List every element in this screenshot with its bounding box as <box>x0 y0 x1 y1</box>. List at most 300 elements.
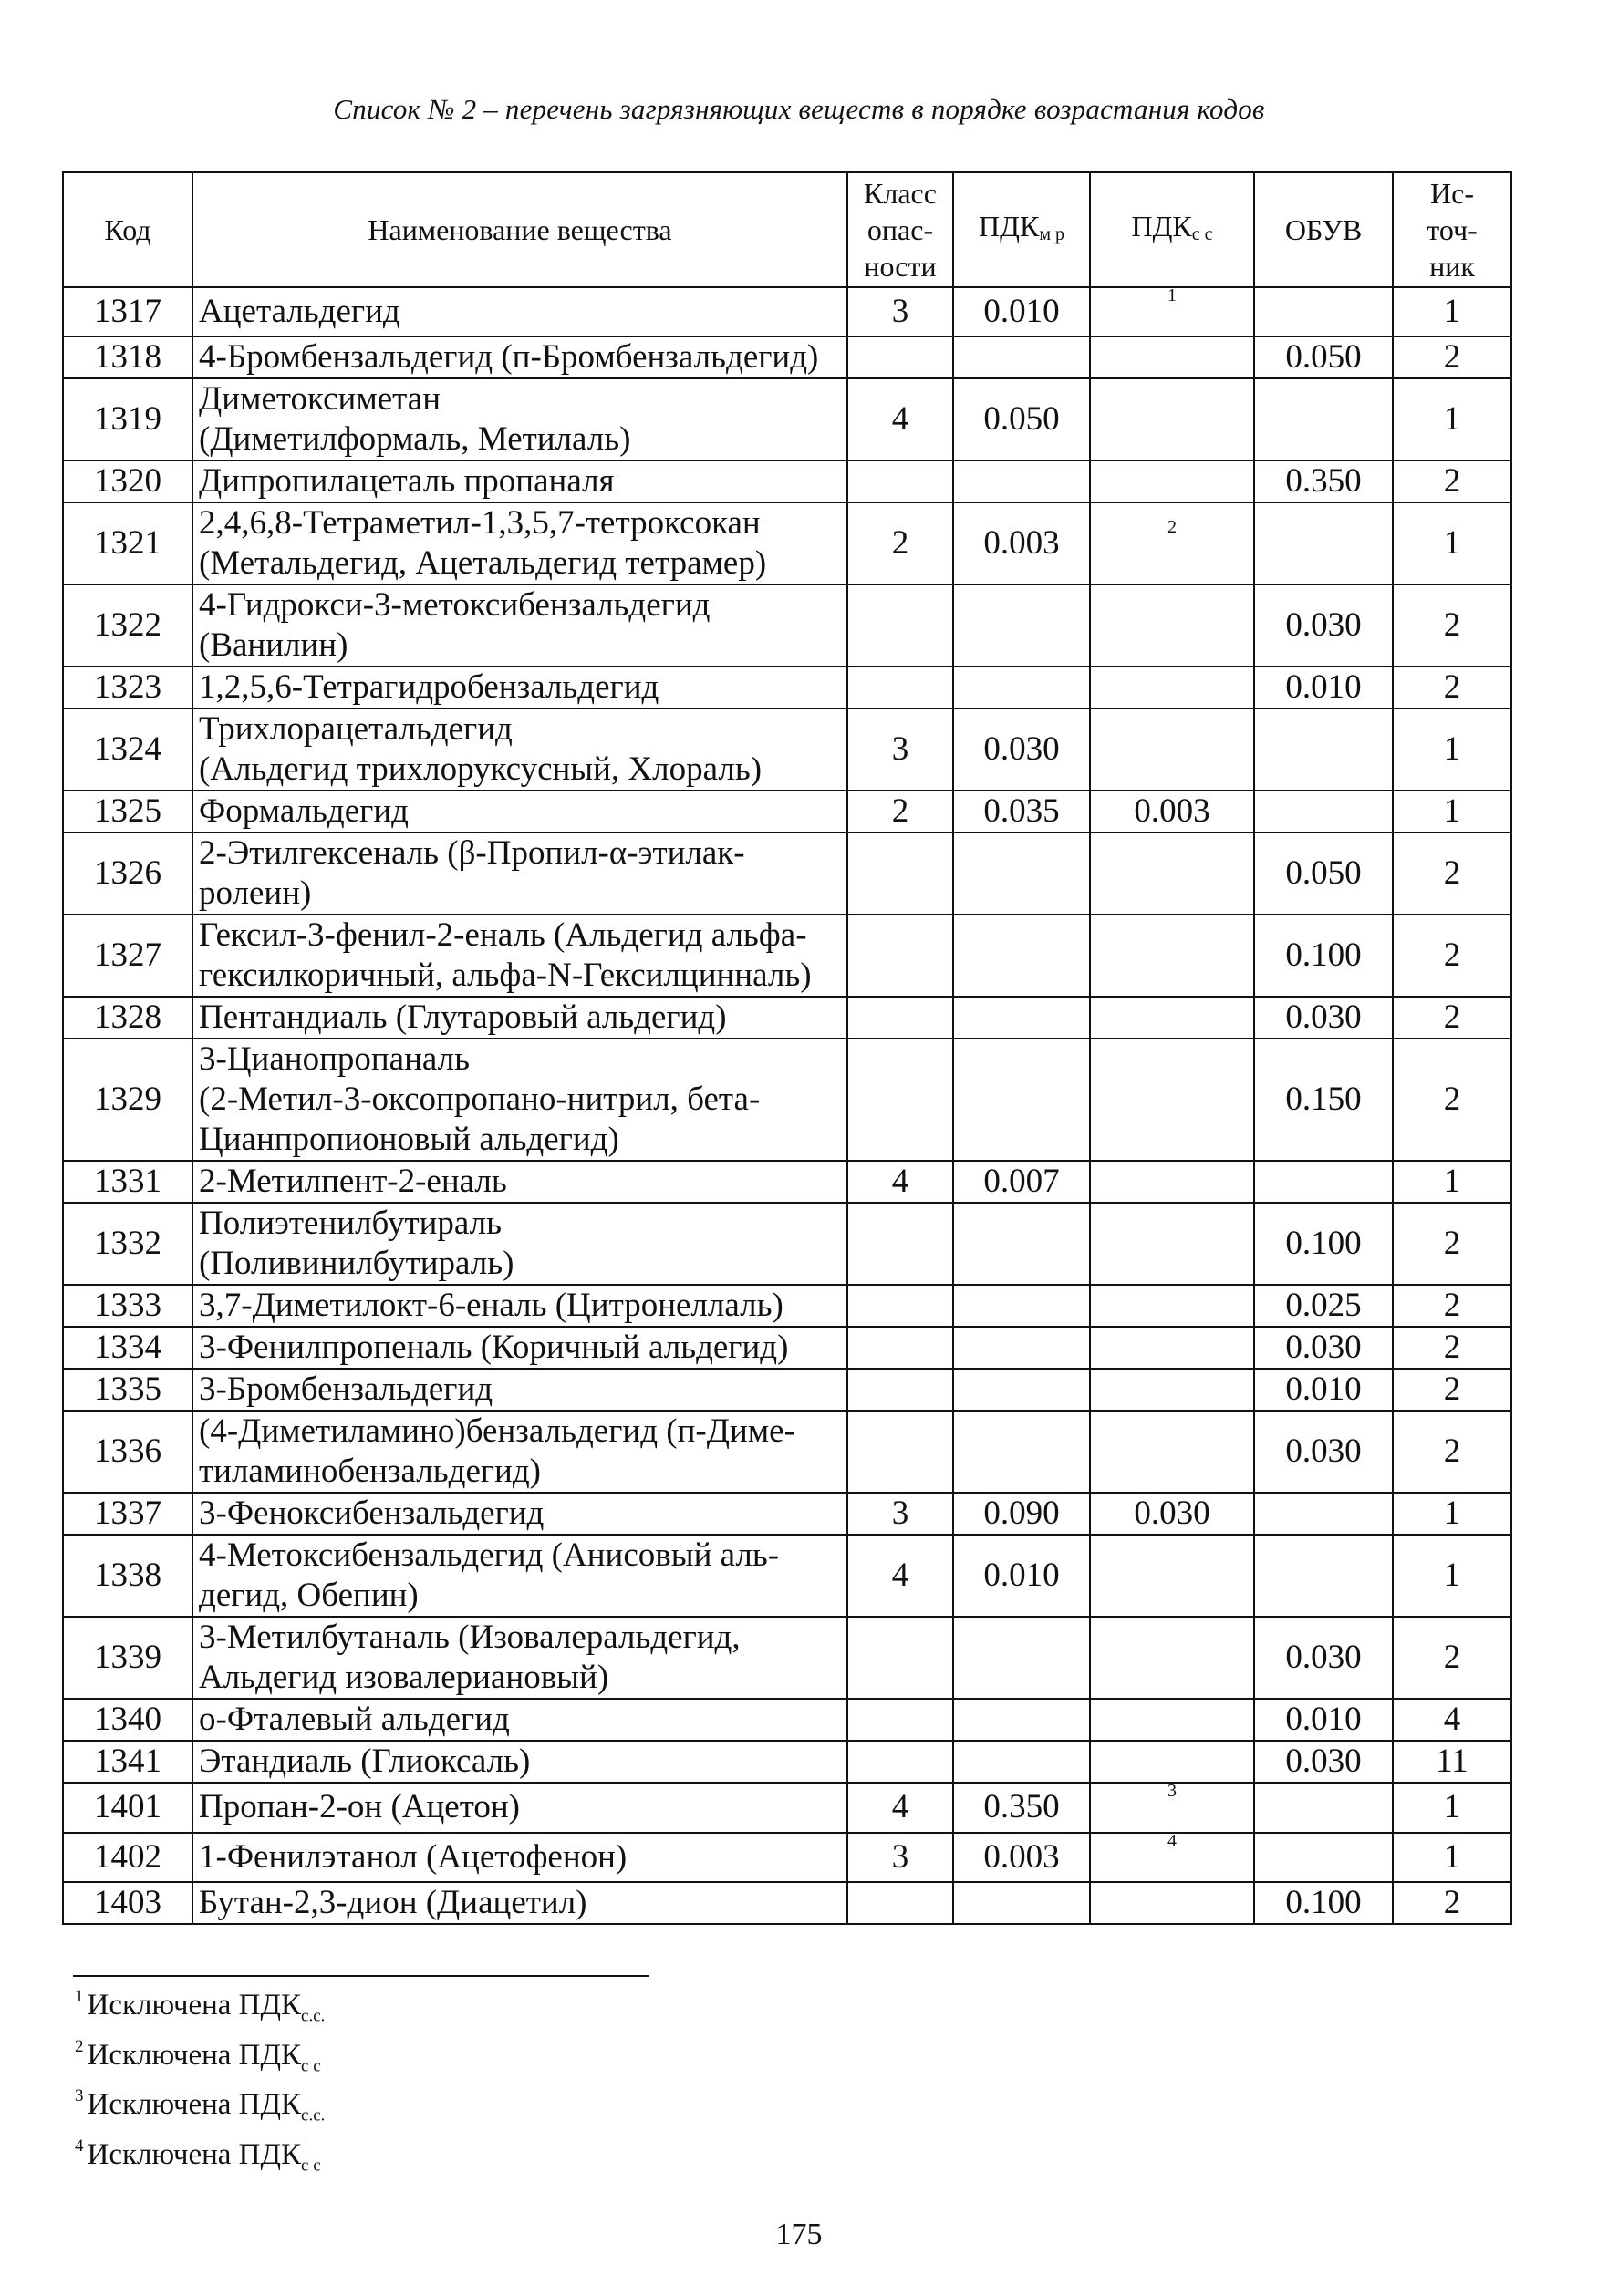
cell-pdk-ss <box>1090 1783 1254 1832</box>
table-row <box>63 460 1511 502</box>
table-row <box>63 1882 1511 1924</box>
page-number: 175 <box>775 2218 823 2251</box>
cell-code: 1327 <box>63 915 192 997</box>
cell-pdk-mr <box>953 1882 1090 1924</box>
cell-pdk-mr <box>953 997 1090 1039</box>
substance-name-line: Ацетальдегид <box>199 293 400 331</box>
cell-pdk-ss <box>1090 708 1254 791</box>
cell-obuv <box>1254 708 1393 791</box>
substance-name-line: Дипропилацеталь пропаналя <box>199 462 615 501</box>
cell-source: 1 <box>1393 708 1511 791</box>
table-row <box>63 1493 1511 1535</box>
cell-source: 1 <box>1393 1161 1511 1203</box>
table-row <box>63 1203 1511 1285</box>
cell-class <box>847 1039 953 1161</box>
cell-obuv <box>1254 502 1393 584</box>
table-row <box>63 915 1511 997</box>
header-name: Наименование вещества <box>192 172 847 287</box>
cell-code: 1337 <box>63 1493 192 1535</box>
cell-pdk-ss <box>1090 667 1254 708</box>
cell-pdk-mr: 0.010 <box>953 1535 1090 1617</box>
cell-obuv: 0.100 <box>1254 915 1393 997</box>
cell-pdk-mr <box>953 1411 1090 1493</box>
cell-pdk-ss <box>1090 1411 1254 1493</box>
substance-name-line: Этандиаль (Глиоксаль) <box>199 1743 531 1781</box>
cell-pdk-ss <box>1090 336 1254 378</box>
substance-name-line: Пропан-2-он (Ацетон) <box>199 1788 521 1826</box>
cell-pdk-mr <box>953 1699 1090 1741</box>
table-row <box>63 336 1511 378</box>
cell-pdk-ss <box>1090 287 1254 336</box>
cell-code: 1326 <box>63 833 192 915</box>
cell-name <box>192 1369 847 1411</box>
substance-name-line: (2-Метил-3-оксопропано-нитрил, бета- <box>199 1081 761 1119</box>
table-row <box>63 791 1511 833</box>
substance-name-line: (4-Диметиламино)бензальдегид (п-Диме- <box>199 1412 795 1451</box>
cell-code: 1403 <box>63 1882 192 1924</box>
cell-name <box>192 336 847 378</box>
cell-pdk-mr: 0.010 <box>953 287 1090 336</box>
substance-name-line: 3-Фенилпропеналь (Коричный альдегид) <box>199 1329 789 1367</box>
cell-pdk-mr <box>953 1741 1090 1783</box>
cell-source: 2 <box>1393 1617 1511 1699</box>
cell-class <box>847 1203 953 1285</box>
cell-pdk-mr <box>953 915 1090 997</box>
cell-name <box>192 1882 847 1924</box>
substance-name-line: 3-Цианопропаналь <box>199 1040 470 1079</box>
footnote-text: Исключена ПДК <box>87 2137 302 2171</box>
cell-obuv: 0.100 <box>1254 1203 1393 1285</box>
substance-name-line: (Поливинилбутираль) <box>199 1245 514 1283</box>
substance-name-line: 3-Бромбензальдегид <box>199 1370 493 1409</box>
table-row <box>63 378 1511 460</box>
header-source-line: ник <box>1429 250 1475 283</box>
cell-pdk-mr: 0.003 <box>953 502 1090 584</box>
cell-name <box>192 1833 847 1882</box>
table-row <box>63 1161 1511 1203</box>
footnote-sub: с.с. <box>301 2006 326 2026</box>
cell-obuv: 0.010 <box>1254 667 1393 708</box>
footnote <box>75 2036 325 2086</box>
table-body <box>63 287 1511 1924</box>
cell-source: 2 <box>1393 1411 1511 1493</box>
cell-pdk-ss <box>1090 1699 1254 1741</box>
cell-pdk-ss <box>1090 1741 1254 1783</box>
cell-obuv <box>1254 791 1393 833</box>
cell-code: 1317 <box>63 287 192 336</box>
substance-name-line: 4-Бромбензальдегид (п-Бромбензальдегид) <box>199 338 819 377</box>
substance-name-line: ролеин) <box>199 874 312 913</box>
cell-class <box>847 833 953 915</box>
cell-source: 2 <box>1393 1039 1511 1161</box>
cell-name <box>192 1203 847 1285</box>
cell-pdk-ss <box>1090 1830 1254 1882</box>
cell-obuv: 0.030 <box>1254 997 1393 1039</box>
cell-class <box>847 1411 953 1493</box>
table-row <box>63 1741 1511 1783</box>
cell-pdk-ss <box>1090 1617 1254 1699</box>
cell-name <box>192 1039 847 1161</box>
footnote-mark: 3 <box>75 2086 84 2106</box>
footnote-text: Исключена ПДК <box>87 2038 302 2072</box>
footnote-rule <box>73 1975 649 1977</box>
cell-name <box>192 1783 847 1832</box>
cell-source: 1 <box>1393 502 1511 584</box>
cell-name <box>192 915 847 997</box>
cell-obuv: 0.010 <box>1254 1369 1393 1411</box>
cell-class: 4 <box>847 1783 953 1832</box>
cell-source: 2 <box>1393 997 1511 1039</box>
table-row <box>63 1617 1511 1699</box>
cell-name <box>192 502 847 584</box>
table-row <box>63 708 1511 791</box>
cell-obuv <box>1254 1161 1393 1203</box>
cell-pdk-mr <box>953 1039 1090 1161</box>
table-row <box>63 667 1511 708</box>
cell-obuv <box>1254 1493 1393 1535</box>
cell-source: 2 <box>1393 667 1511 708</box>
footnote <box>75 1986 325 2036</box>
cell-obuv: 0.030 <box>1254 1617 1393 1699</box>
cell-code: 1329 <box>63 1039 192 1161</box>
cell-pdk-mr <box>953 584 1090 667</box>
cell-source: 2 <box>1393 1327 1511 1369</box>
cell-pdk-ss <box>1090 1493 1254 1535</box>
table-header-row <box>63 172 1511 287</box>
cell-pdk-mr <box>953 460 1090 502</box>
cell-pdk-mr: 0.050 <box>953 378 1090 460</box>
pdk-ss-value: 0.003 <box>1134 792 1210 831</box>
cell-pdk-ss <box>1090 1203 1254 1285</box>
cell-obuv <box>1254 1783 1393 1832</box>
cell-class <box>847 1882 953 1924</box>
cell-class: 4 <box>847 378 953 460</box>
cell-pdk-mr <box>953 833 1090 915</box>
substance-name-line: Цианпропионовый альдегид) <box>199 1121 619 1159</box>
cell-class: 3 <box>847 1833 953 1882</box>
cell-name <box>192 1699 847 1741</box>
header-obuv: ОБУВ <box>1254 172 1393 287</box>
cell-code: 1340 <box>63 1699 192 1741</box>
cell-pdk-mr <box>953 1369 1090 1411</box>
header-source-line: точ- <box>1427 213 1478 246</box>
cell-code: 1319 <box>63 378 192 460</box>
substance-name-line: 3-Метилбутаналь (Изовалеральдегид, <box>199 1619 741 1657</box>
substance-name-line: Диметоксиметан <box>199 380 441 419</box>
substance-name-line: 2-Метилпент-2-еналь <box>199 1163 507 1201</box>
substance-name-line: Полиэтенилбутираль <box>199 1205 503 1243</box>
cell-pdk-mr <box>953 336 1090 378</box>
cell-pdk-mr: 0.003 <box>953 1833 1090 1882</box>
cell-code: 1325 <box>63 791 192 833</box>
cell-obuv: 0.050 <box>1254 336 1393 378</box>
footnote-mark: 2 <box>75 2036 84 2056</box>
cell-code: 1323 <box>63 667 192 708</box>
footnote <box>75 2085 325 2136</box>
substance-name-line: (Диметилформаль, Метилаль) <box>199 420 631 459</box>
cell-name <box>192 378 847 460</box>
cell-source: 2 <box>1393 1882 1511 1924</box>
cell-obuv <box>1254 1833 1393 1882</box>
cell-class: 2 <box>847 502 953 584</box>
table-row <box>63 1699 1511 1741</box>
cell-class <box>847 997 953 1039</box>
substance-name-line: 2,4,6,8-Тетраметил-1,3,5,7-тетроксокан <box>199 504 761 543</box>
cell-obuv <box>1254 1535 1393 1617</box>
substance-name-line: (Метальдегид, Ацетальдегид тетрамер) <box>199 544 767 583</box>
substance-name-line: 3,7-Диметилокт-6-еналь (Цитронеллаль) <box>199 1287 783 1325</box>
cell-code: 1334 <box>63 1327 192 1369</box>
substance-name-line: Трихлорацетальдегид <box>199 710 513 749</box>
cell-pdk-ss <box>1090 1327 1254 1369</box>
table-row <box>63 1285 1511 1327</box>
cell-class <box>847 1741 953 1783</box>
cell-pdk-ss <box>1090 791 1254 833</box>
substance-name-line: 4-Гидрокси-3-метоксибензальдегид <box>199 586 711 625</box>
cell-obuv <box>1254 378 1393 460</box>
cell-obuv: 0.030 <box>1254 1411 1393 1493</box>
footnote-reference: 2 <box>1167 517 1177 538</box>
cell-name <box>192 1411 847 1493</box>
substance-name-line: Пентандиаль (Глутаровый альдегид) <box>199 998 727 1037</box>
cell-class <box>847 667 953 708</box>
substance-name-line: о-Фталевый альдегид <box>199 1701 510 1739</box>
cell-class <box>847 584 953 667</box>
cell-obuv: 0.010 <box>1254 1699 1393 1741</box>
cell-source: 2 <box>1393 1369 1511 1411</box>
header-code: Код <box>63 172 192 287</box>
cell-obuv <box>1254 287 1393 336</box>
cell-name <box>192 1535 847 1617</box>
cell-class <box>847 915 953 997</box>
header-pdk-ss-sub: с с <box>1191 223 1213 244</box>
page-title: Список № 2 – перечень загрязняющих веществ в порядке возрастания кодов <box>333 93 1265 125</box>
substance-name-line: (Альдегид трихлоруксусный, Хлораль) <box>199 750 763 789</box>
cell-obuv: 0.025 <box>1254 1285 1393 1327</box>
cell-source: 1 <box>1393 378 1511 460</box>
footnote-sub: с с <box>301 2056 321 2076</box>
cell-source: 11 <box>1393 1741 1511 1783</box>
substance-name-line: тиламинобензальдегид) <box>199 1453 542 1491</box>
substance-name-line: 1,2,5,6-Тетрагидробензальдегид <box>199 668 659 707</box>
cell-class <box>847 1327 953 1369</box>
cell-obuv: 0.350 <box>1254 460 1393 502</box>
cell-pdk-mr: 0.035 <box>953 791 1090 833</box>
cell-name <box>192 584 847 667</box>
cell-name <box>192 1617 847 1699</box>
cell-class: 3 <box>847 708 953 791</box>
footnote-reference: 1 <box>1167 285 1177 305</box>
header-class-line: Класс <box>864 177 937 210</box>
cell-class <box>847 1285 953 1327</box>
table-row <box>63 833 1511 915</box>
cell-pdk-mr <box>953 1617 1090 1699</box>
cell-pdk-ss <box>1090 833 1254 915</box>
cell-source: 2 <box>1393 336 1511 378</box>
cell-name <box>192 791 847 833</box>
cell-code: 1335 <box>63 1369 192 1411</box>
cell-code: 1341 <box>63 1741 192 1783</box>
footnote-text: Исключена ПДК <box>87 2088 302 2122</box>
table-row <box>63 287 1511 336</box>
cell-name <box>192 1493 847 1535</box>
table-row <box>63 1535 1511 1617</box>
cell-name <box>192 1285 847 1327</box>
cell-pdk-mr <box>953 1285 1090 1327</box>
footnote <box>75 2136 325 2186</box>
cell-pdk-ss <box>1090 1882 1254 1924</box>
cell-source: 2 <box>1393 1285 1511 1327</box>
cell-class <box>847 1699 953 1741</box>
header-source-line: Ис- <box>1430 177 1474 210</box>
cell-name <box>192 1161 847 1203</box>
cell-code: 1318 <box>63 336 192 378</box>
cell-code: 1401 <box>63 1783 192 1832</box>
header-pdk-ss-label: ПДК <box>1131 209 1192 243</box>
substance-name-line: Бутан-2,3-дион (Диацетил) <box>199 1883 587 1921</box>
table-row <box>63 997 1511 1039</box>
cell-pdk-ss <box>1090 915 1254 997</box>
cell-pdk-ss <box>1090 502 1254 584</box>
substance-name-line: Формальдегид <box>199 792 409 831</box>
cell-pdk-ss <box>1090 1039 1254 1161</box>
cell-obuv: 0.150 <box>1254 1039 1393 1161</box>
cell-class: 2 <box>847 791 953 833</box>
cell-pdk-mr <box>953 1203 1090 1285</box>
cell-class: 3 <box>847 287 953 336</box>
footnote-sub: с.с. <box>301 2105 326 2125</box>
cell-obuv: 0.100 <box>1254 1882 1393 1924</box>
cell-class <box>847 1369 953 1411</box>
footnotes <box>75 1986 325 2185</box>
cell-code: 1332 <box>63 1203 192 1285</box>
substance-name-line: (Ванилин) <box>199 626 348 665</box>
substance-name-line: 4-Метоксибензальдегид (Анисовый аль- <box>199 1536 780 1575</box>
cell-pdk-ss <box>1090 1369 1254 1411</box>
cell-name <box>192 1327 847 1369</box>
cell-source: 2 <box>1393 584 1511 667</box>
table-row <box>63 1039 1511 1161</box>
cell-code: 1402 <box>63 1833 192 1882</box>
cell-pdk-ss <box>1090 1535 1254 1617</box>
header-pdk-mr <box>953 172 1090 287</box>
cell-code: 1339 <box>63 1617 192 1699</box>
cell-source: 4 <box>1393 1699 1511 1741</box>
header-pdk-mr-label: ПДК <box>979 209 1040 243</box>
cell-source: 1 <box>1393 791 1511 833</box>
substance-name-line: гексилкоричный, альфа-N-Гексилцинналь) <box>199 957 812 995</box>
header-pdk-ss <box>1090 172 1254 287</box>
cell-name <box>192 997 847 1039</box>
cell-class: 4 <box>847 1161 953 1203</box>
substance-name-line: Гексил-3-фенил-2-еналь (Альдегид альфа- <box>199 916 807 955</box>
cell-class: 3 <box>847 1493 953 1535</box>
cell-code: 1324 <box>63 708 192 791</box>
cell-code: 1322 <box>63 584 192 667</box>
cell-class <box>847 1617 953 1699</box>
cell-obuv: 0.030 <box>1254 1327 1393 1369</box>
substance-name-line: дегид, Обепин) <box>199 1577 419 1615</box>
header-class-line: опас- <box>866 213 934 246</box>
table-row <box>63 1783 1511 1832</box>
cell-code: 1321 <box>63 502 192 584</box>
cell-pdk-ss <box>1090 1285 1254 1327</box>
cell-class <box>847 460 953 502</box>
cell-code: 1320 <box>63 460 192 502</box>
cell-source: 1 <box>1393 1833 1511 1882</box>
cell-name <box>192 1741 847 1783</box>
cell-source: 2 <box>1393 915 1511 997</box>
footnote-text: Исключена ПДК <box>87 1989 302 2022</box>
substances-table <box>62 171 1512 1925</box>
cell-code: 1338 <box>63 1535 192 1617</box>
substance-name-line: 2-Этилгексеналь (β-Пропил-α-этилак- <box>199 834 745 873</box>
table-row <box>63 502 1511 584</box>
cell-name <box>192 667 847 708</box>
table-row <box>63 1327 1511 1369</box>
cell-code: 1331 <box>63 1161 192 1203</box>
cell-code: 1333 <box>63 1285 192 1327</box>
cell-source: 2 <box>1393 1203 1511 1285</box>
cell-class <box>847 336 953 378</box>
cell-pdk-mr <box>953 1327 1090 1369</box>
cell-pdk-ss <box>1090 997 1254 1039</box>
cell-code: 1328 <box>63 997 192 1039</box>
cell-pdk-ss <box>1090 378 1254 460</box>
cell-code: 1336 <box>63 1411 192 1493</box>
substance-name-line: 3-Феноксибензальдегид <box>199 1494 545 1533</box>
header-pdk-mr-sub: м р <box>1039 223 1064 244</box>
cell-pdk-mr: 0.350 <box>953 1783 1090 1832</box>
cell-pdk-mr: 0.030 <box>953 708 1090 791</box>
table-row <box>63 1833 1511 1882</box>
substance-name-line: 1-Фенилэтанол (Ацетофенон) <box>199 1837 628 1876</box>
cell-pdk-mr: 0.007 <box>953 1161 1090 1203</box>
cell-name <box>192 708 847 791</box>
cell-pdk-mr: 0.090 <box>953 1493 1090 1535</box>
footnote-sub: с с <box>301 2156 321 2176</box>
cell-source: 1 <box>1393 1783 1511 1832</box>
cell-source: 1 <box>1393 287 1511 336</box>
header-class-line: ности <box>864 250 937 283</box>
substance-name-line: Альдегид изовалериановый) <box>199 1659 609 1697</box>
cell-obuv: 0.030 <box>1254 584 1393 667</box>
footnote-reference: 4 <box>1167 1830 1177 1851</box>
cell-name <box>192 460 847 502</box>
cell-obuv: 0.030 <box>1254 1741 1393 1783</box>
table-row <box>63 584 1511 667</box>
footnote-mark: 1 <box>75 1987 84 2006</box>
footnote-mark: 4 <box>75 2136 84 2156</box>
table-row <box>63 1411 1511 1493</box>
cell-pdk-mr <box>953 667 1090 708</box>
cell-name <box>192 833 847 915</box>
cell-class: 4 <box>847 1535 953 1617</box>
table-row <box>63 1369 1511 1411</box>
cell-source: 2 <box>1393 833 1511 915</box>
cell-pdk-ss <box>1090 584 1254 667</box>
header-class <box>847 172 953 287</box>
cell-name <box>192 287 847 336</box>
header-source <box>1393 172 1511 287</box>
cell-pdk-ss <box>1090 460 1254 502</box>
cell-pdk-ss <box>1090 1161 1254 1203</box>
cell-source: 1 <box>1393 1535 1511 1617</box>
cell-obuv: 0.050 <box>1254 833 1393 915</box>
cell-source: 1 <box>1393 1493 1511 1535</box>
pdk-ss-value: 0.030 <box>1134 1494 1210 1533</box>
cell-source: 2 <box>1393 460 1511 502</box>
